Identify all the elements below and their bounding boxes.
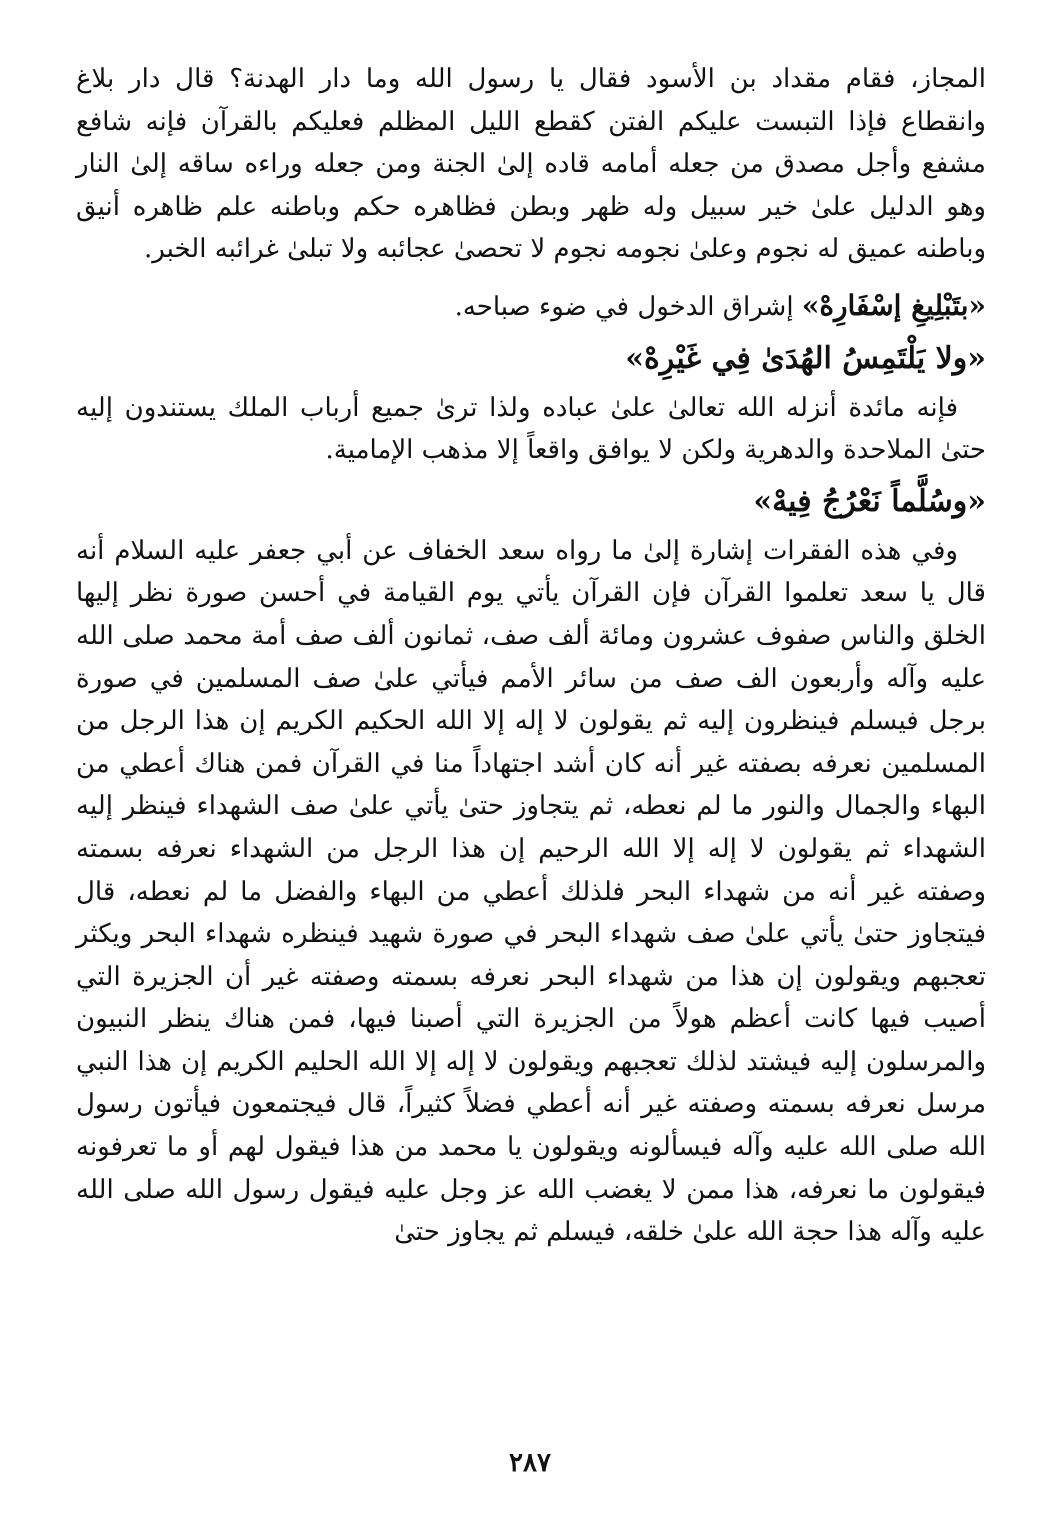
quote-line-1 bbox=[76, 285, 986, 329]
paragraph-1: المجاز، فقام مقداد بن الأسود فقال يا رسول الله وما دار الهدنة؟ قال دار بلاغ وانقطاع فإذا التبست عليكم الفتن كقطع الليل المظلم فعليكم بالقرآن فإنه شافع مشفع وأجل مصدق من جعله أمامه قاده إلىٰ الجنة ومن جعله وراءه ساقه إلىٰ النار وهو الدليل علىٰ خير سبيل وله ظهر وبطن فظاهره حكم وباطنه علم ظاهره أنيق وباطنه عميق له نجوم وعلىٰ نجومه نجوم لا تحصىٰ عجائبه ولا تبلىٰ غرائبه الخبر. bbox=[76, 64, 986, 265]
page-number: ٢٨٧ bbox=[509, 1448, 551, 1478]
paragraph-2: فإنه مائدة أنزله الله تعالىٰ علىٰ عباده ولذا ترىٰ جميع أرباب الملك يستندون إليه حتىٰ الملاحدة والدهرية ولكن لا يوافق واقعاً إلا مذهب الإمامية. bbox=[76, 392, 986, 466]
quote-heading-3: «وسُلَّماً نَعْرُجُ فِيهْ» bbox=[753, 483, 986, 519]
paragraph-3: وفي هذه الفقرات إشارة إلىٰ ما رواه سعد الخفاف عن أبي جعفر عليه السلام أنه قال يا سعد تعلموا القرآن فإن القرآن يأتي يوم القيامة في أحسن صورة نظر إليها الخلق والناس صفوف عشرون ومائة ألف صف، ثمانون ألف صف أمة محمد صلى الله عليه وآله وأربعون الف صف من سائر الأمم فيأتي علىٰ صف المسلمين في صورة برجل فيسلم فينظرون إليه ثم يقولون لا إله إلا الله الحكيم الكريم إن هذا الرجل من المسلمين نعرفه بصفته غير أنه كان أشد اجتهاداً منا في القرآن فمن هناك أعطي من البهاء والجمال والنور ما لم نعطه، ثم يتجاوز حتىٰ يأتي علىٰ صف الشهداء فينظر إليه الشهداء ثم يقولون لا إله إلا الله الرحيم إن هذا الرجل من الشهداء نعرفه بسمته وصفته غير أنه من شهداء البحر فلذلك أعطي من البهاء والفضل ما لم نعطه، قال فيتجاوز حتىٰ يأتي علىٰ صف شهداء البحر في صورة شهيد فينظره شهداء البحر ويكثر تعجبهم ويقولون إن هذا من شهداء البحر نعرفه بسمته وصفته غير أن الجزيرة التي أصيب فيها كانت أعظم هولاً من الجزيرة التي أصبنا فيها، فمن هناك ينظر النبيون والمرسلون إليه فيشتد لذلك تعجبهم ويقولون لا إله إلا الله الحليم الكريم إن هذا النبي مرسل نعرفه بسمته وصفته غير أنه أعطي فضلاً كثيراً، قال فيجتمعون فيأتون رسول الله صلى الله عليه وآله فيسألونه ويقولون يا محمد من هذا فيقول لهم أو ما تعرفونه فيقولون ما نعرفه، هذا ممن لا يغضب الله عز وجل عليه فيقول رسول الله صلى الله عليه وآله هذا حجة الله علىٰ خلقه، فيسلم ثم يجاوز حتىٰ bbox=[76, 535, 987, 1248]
page-body bbox=[76, 58, 986, 1254]
quote-heading-2: «ولا يَلْتَمِسُ الهُدَىٰ فِي غَيْرِهْ» bbox=[625, 340, 986, 376]
quote-explanation-1: إشراق الدخول في ضوء صباحه. bbox=[454, 291, 802, 322]
quote-heading-1: «بتَبْلِيغِ إسْفَارِهْ» bbox=[801, 288, 986, 322]
